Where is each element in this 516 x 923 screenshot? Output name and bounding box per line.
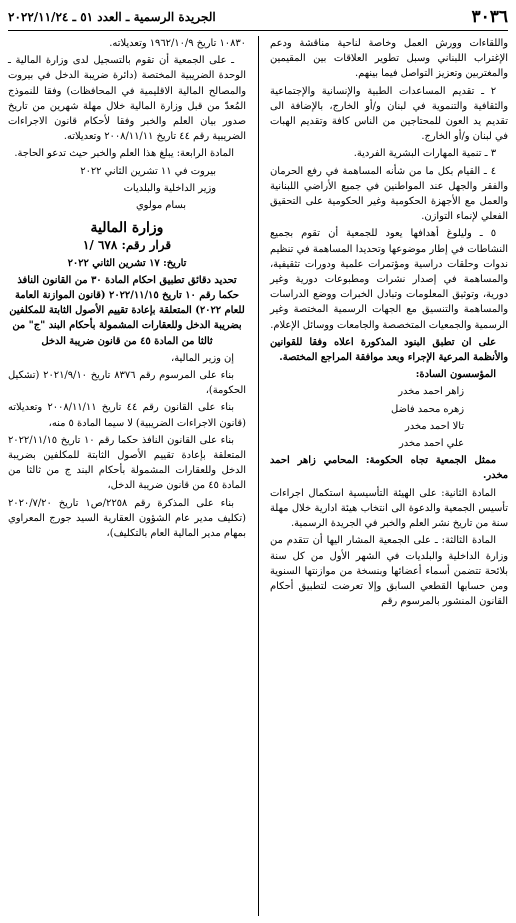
signature-place-date: بيروت في ١١ تشرين الثاني ٢٠٢٢ bbox=[80, 165, 216, 177]
article-2: المادة الثانية: على الهيئة التأسيسية استكمال اجراءات تأسيس الجمعية والدعوة الى انتخاب هيئة ادارية خلال مهلة سنة من تاريخ نشر العلم والخبر في الجريدة الرسمية. bbox=[270, 487, 508, 530]
ministry-heading: وزارة المالية bbox=[90, 220, 164, 237]
signature-title: وزير الداخلية والبلديات bbox=[123, 182, 216, 194]
paragraph: ـ على الجمعية أن تقوم بالتسجيل لدى وزارة المالية ـ الوحدة الضريبية المختصة (دائرة ضريبة الدخل في بيروت والمصالح المالية الاقليمية في المحافظات) وفقا للنموذج المُعدّ من قبل وزارة المالية خلال مهلة شهرين من تاريخ صدور بيان العلم والخبر وفقا لأحكام قانون الاجراءات الضريبية رقم ٤٤ تاريخ ٢٠٠٨/١١/١١ وتعديلاته. bbox=[8, 55, 246, 143]
paragraph: واللقاءات وورش العمل وخاصة لناحية مناقشة ودعم الإغتراب اللبناني وسبل تطوير العلاقات بين المقيمين والمغتربين وتعزيز التواصل فيما بينهم. bbox=[270, 38, 508, 80]
paragraph: ٤ ـ القيام بكل ما من شأنه المساهمة في رفع الحرمان والفقر والجهل عند المواطنين في جميع الأراضي اللبنانية والعمل مع الأجهزة الحكومية وغير الحكومية على التحقيق الفعلي لإنماء التوازن. bbox=[270, 165, 508, 223]
paragraph: ١٠٨٣٠ تاريخ ١٩٦٢/١٠/٩ وتعديلاته. bbox=[109, 38, 246, 49]
list-item: زاهر احمد مخدر bbox=[398, 386, 464, 398]
decision-subject: تحديد دقائق تطبيق احكام المادة ٣٠ من القانون النافذ حكما رقم ١٠ تاريخ ٢٠٢٢/١١/١٥ (قانون الموازنة العامة للعام ٢٠٢٢) المتعلقة بإعادة تقييم الأصول الثابتة للمكلفين بضريبة الدخل وللعقارات المشمولة بأحكام البند "ج" من ثالثا من المادة ٤٥ من قانون ضريبة الدخل bbox=[9, 274, 245, 347]
paragraph: بناء على المرسوم رقم ٨٣٧٦ تاريخ ٢٠٢١/٩/١٠ (تشكيل الحكومة)، bbox=[8, 370, 246, 397]
right-column bbox=[270, 36, 508, 611]
article-4: المادة الرابعة: يبلغ هذا العلم والخبر حيث تدعو الحاجة. bbox=[14, 148, 234, 160]
paragraph: بناء على القانون رقم ٤٤ تاريخ ٢٠٠٨/١١/١١ وتعديلاته (قانون الاجراءات الضريبية) لا سيما المادة ٥ منه، bbox=[8, 402, 246, 429]
article-3: المادة الثالثة: ـ على الجمعية المشار اليها أن تتقدم من وزارة الداخلية والبلديات في الشهر الأول من كل سنة بلائحة تتضمن أسماء أعضائها وبنسخة من موازنتها السنوية ومن حسابها القطعي السابق وإلا تعرضت لتطبيق أحكام القانون المنشور بالمرسوم رقم bbox=[270, 535, 508, 608]
paragraph: إن وزير المالية، bbox=[171, 352, 234, 364]
paragraph: ٣ ـ تنمية المهارات البشرية الفردية. bbox=[353, 148, 496, 160]
page-header bbox=[8, 4, 508, 31]
signature-name: بسام مولوي bbox=[135, 200, 186, 212]
founders-list bbox=[270, 384, 508, 451]
decision-date: تاريخ: ١٧ تشرين الثاني ٢٠٢٢ bbox=[67, 257, 187, 269]
gazette-title: الجريدة الرسمية ـ العدد ٥١ ـ ٢٠٢٢/١١/٢٤ bbox=[8, 10, 216, 24]
signature-block bbox=[8, 164, 246, 214]
paragraph: بناء على المذكرة رقم ٢٢٥٨/ص١ تاريخ ٢٠٢٠/٧/٢٠ (تكليف مدير عام الشؤون العقارية السيد جورج المعراوي بمهام مدير المالية العام بالتكليف)، bbox=[8, 497, 246, 540]
list-item: علي احمد مخدر bbox=[398, 438, 464, 450]
paragraph: على ان تطبق البنود المذكورة اعلاه وفقا للقوانين والأنظمة المرعية الإجراء وبعد موافقة المراجع المختصة. bbox=[270, 336, 508, 364]
paragraph: بناء على القانون النافذ حكما رقم ١٠ تاريخ ٢٠٢٢/١١/١٥ المتعلقة بإعادة تقييم الأصول الثابتة للمكلفين بضريبة الدخل وللعقارات المشمولة بأحكام البند ج من ثالثا من المادة ٤٥ من قانون ضريبة الدخل، bbox=[8, 434, 246, 492]
list-item: تالا احمد مخدر bbox=[404, 420, 464, 432]
page-number: ٣٠٣٦ bbox=[471, 7, 508, 27]
decision-number: قرار رقم: ٦٧٨ /١ bbox=[82, 238, 172, 253]
paragraph: ٢ ـ تقديم المساعدات الطبية والإنسانية والإجتماعية والثقافية والتنموية في لبنان و/أو الخارج، بالإضافة الى تقديم يد العون للمحتاجين من الناس كافة وتقديم الهبات في لبنان و/أو الخارج. bbox=[270, 85, 508, 143]
founders-heading: المؤسسون السادة: bbox=[415, 369, 496, 381]
paragraph: ٥ ـ وليلوغ أهدافها يعود للجمعية أن تقوم بجميع النشاطات في إطار موضوعها وتحديدا المساهمة في تنظيم ندوات وحلقات دراسية ومؤتمرات علمية ودورات تثقيفية، والمساهمة في إصدار نشرات ومطبوعات دورية وغير دورية، وتوثيق المعلومات وتبادل الخبرات ووضع الدراسات والمساهمة والتنسيق مع الجهات الرسمية المختصة وغير الرسمية والجمعيات المتخصصة والجامعات ووسائل الإعلام. bbox=[270, 228, 508, 331]
left-column bbox=[8, 36, 246, 543]
list-item: زهره محمد فاضل bbox=[390, 403, 464, 415]
representative: ممثل الجمعية تجاه الحكومة: المحامي زاهر احمد مخدر. bbox=[270, 455, 508, 482]
column-divider bbox=[258, 36, 259, 916]
